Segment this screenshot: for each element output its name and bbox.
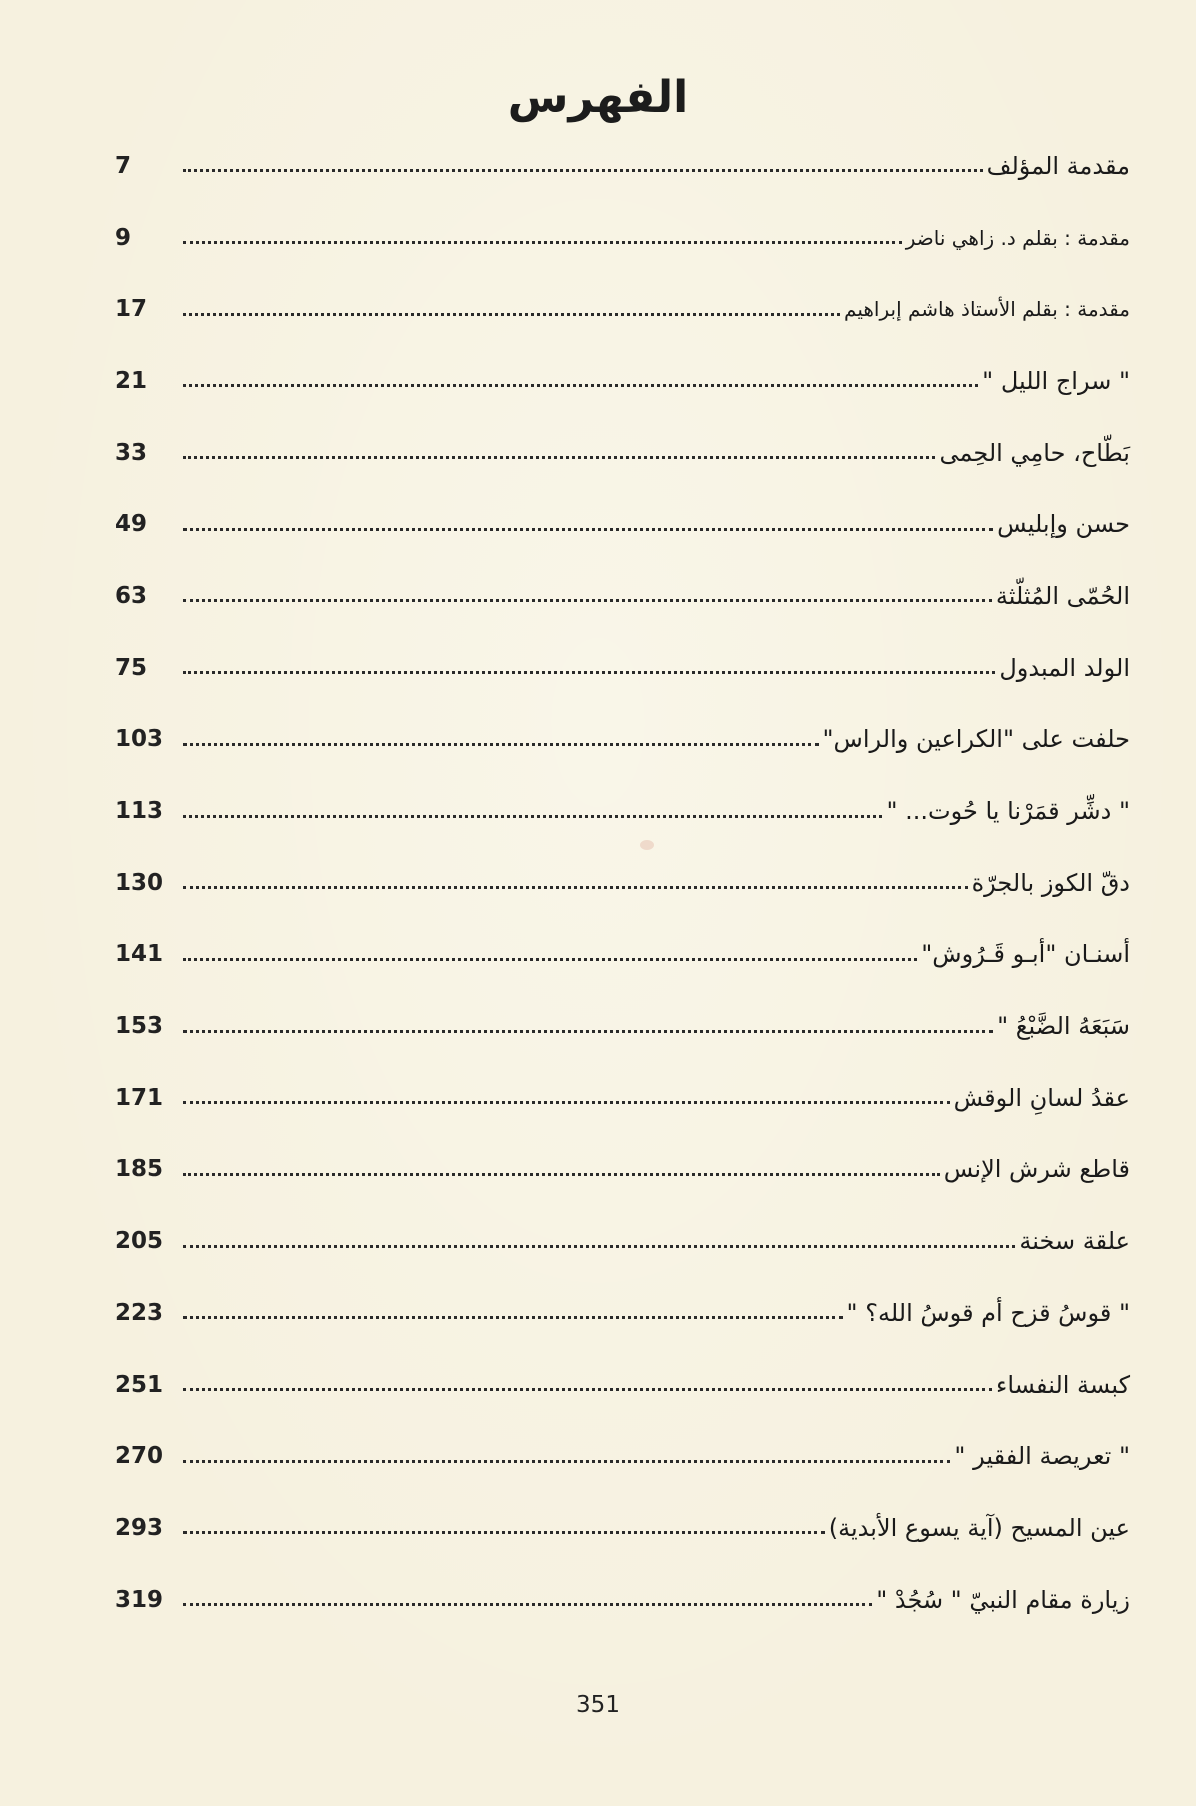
dot-leader — [183, 528, 993, 531]
toc-page-number: 141 — [115, 941, 164, 968]
toc-page-number: 205 — [115, 1228, 164, 1255]
dot-leader — [183, 241, 902, 244]
toc-entry-title: الولد المبدول — [999, 653, 1130, 682]
dot-leader — [183, 671, 995, 674]
toc-page-number: 293 — [115, 1514, 164, 1541]
toc-entry-title: " دشِّر قمَرْنا يا حُوت... " — [886, 797, 1130, 826]
dot-leader — [183, 1030, 993, 1033]
toc-page-number: 33 — [115, 439, 148, 466]
toc-entry — [115, 1564, 1130, 1636]
toc-entry-title: مقدمة : بقلم د. زاهي ناضر — [905, 225, 1130, 250]
dot-leader — [183, 1173, 940, 1176]
dot-leader — [183, 384, 978, 387]
toc-entry — [115, 847, 1130, 919]
toc-entry — [115, 273, 1130, 345]
toc-entry-title: " قوسُ قزح أم قوسُ الله؟ " — [846, 1298, 1130, 1327]
toc-entry-title: عقدُ لسانِ الوقش — [953, 1083, 1130, 1112]
toc-page-number: 223 — [115, 1299, 164, 1326]
toc-page-number: 185 — [115, 1156, 164, 1183]
dot-leader — [183, 169, 983, 172]
toc-page-number: 63 — [115, 582, 148, 609]
toc-entry-title: قاطع شرش الإنس — [943, 1155, 1130, 1184]
toc-page-number: 270 — [115, 1443, 164, 1470]
toc-page-number: 7 — [115, 152, 132, 179]
toc-entry — [115, 919, 1130, 991]
toc-page-number: 153 — [115, 1013, 164, 1040]
dot-leader — [183, 599, 992, 602]
toc-page-number: 9 — [115, 224, 132, 251]
paper-stain — [640, 840, 654, 850]
toc-page-number: 17 — [115, 296, 148, 323]
toc-page-number: 113 — [115, 798, 164, 825]
toc-entry — [115, 1062, 1130, 1134]
dot-leader — [183, 1603, 872, 1606]
toc-entry-title: حلفت على "الكراعين والراس" — [822, 725, 1130, 754]
toc-entry — [115, 345, 1130, 417]
toc-entry — [115, 990, 1130, 1062]
toc-entry — [115, 704, 1130, 776]
toc-entry-title: علقة سخنة — [1019, 1227, 1130, 1256]
dot-leader — [183, 815, 882, 818]
toc-entry-title: عين المسيح (آية يسوع الأبدية) — [828, 1513, 1130, 1542]
toc-entry — [115, 417, 1130, 489]
toc-page-number: 75 — [115, 654, 148, 681]
toc-entry — [115, 1492, 1130, 1564]
toc-entry-title: دقّ الكوز بالجرّة — [971, 868, 1130, 897]
toc-entry-title: حسن وإبليس — [997, 510, 1130, 539]
dot-leader — [183, 743, 819, 746]
toc-entry — [115, 1205, 1130, 1277]
dot-leader — [183, 958, 917, 961]
toc-entry — [115, 1277, 1130, 1349]
toc-entry — [115, 1349, 1130, 1421]
toc-entry-title: مقدمة : بقلم الأستاذ هاشم إبراهيم — [844, 297, 1130, 322]
toc-entry — [115, 632, 1130, 704]
toc-page-number: 171 — [115, 1084, 164, 1111]
toc-page-number: 49 — [115, 511, 148, 538]
toc-page-number: 251 — [115, 1371, 164, 1398]
table-of-contents — [115, 130, 1130, 1635]
toc-entry — [115, 1420, 1130, 1492]
toc-page-number: 103 — [115, 726, 164, 753]
toc-entry-title: " تعريصة الفقير " — [954, 1442, 1130, 1471]
toc-entry-title: سَبَعَهُ الضَّبْعُ " — [997, 1012, 1130, 1041]
toc-entry-title: بَطّاح، حامِي الحِمى — [939, 438, 1130, 467]
toc-page-number: 319 — [115, 1586, 164, 1613]
dot-leader — [183, 1245, 1015, 1248]
dot-leader — [183, 1460, 950, 1463]
toc-entry — [115, 775, 1130, 847]
dot-leader — [183, 1101, 950, 1104]
toc-entry — [115, 130, 1130, 202]
dot-leader — [183, 1531, 825, 1534]
dot-leader — [183, 313, 840, 316]
toc-page-number: 130 — [115, 869, 164, 896]
dot-leader — [183, 1316, 843, 1319]
dot-leader — [183, 1388, 992, 1391]
toc-entry — [115, 1134, 1130, 1206]
toc-entry-title: مقدمة المؤلف — [986, 151, 1130, 180]
toc-page-number: 21 — [115, 367, 148, 394]
page-title: الفهرس — [507, 72, 689, 123]
toc-entry — [115, 488, 1130, 560]
toc-entry-title: " سراج الليل " — [982, 366, 1130, 395]
toc-entry — [115, 560, 1130, 632]
toc-entry-title: الحُمّى المُثلّثة — [995, 581, 1130, 610]
page-number: 351 — [576, 1692, 620, 1718]
toc-entry — [115, 202, 1130, 274]
dot-leader — [183, 886, 968, 889]
toc-entry-title: كبسة النفساء — [996, 1370, 1130, 1399]
dot-leader — [183, 456, 935, 459]
toc-entry-title: زيارة مقام النبيّ " سُجُدْ " — [876, 1585, 1130, 1614]
toc-entry-title: أسنـان "أبـو قَـرُوش" — [921, 940, 1130, 969]
